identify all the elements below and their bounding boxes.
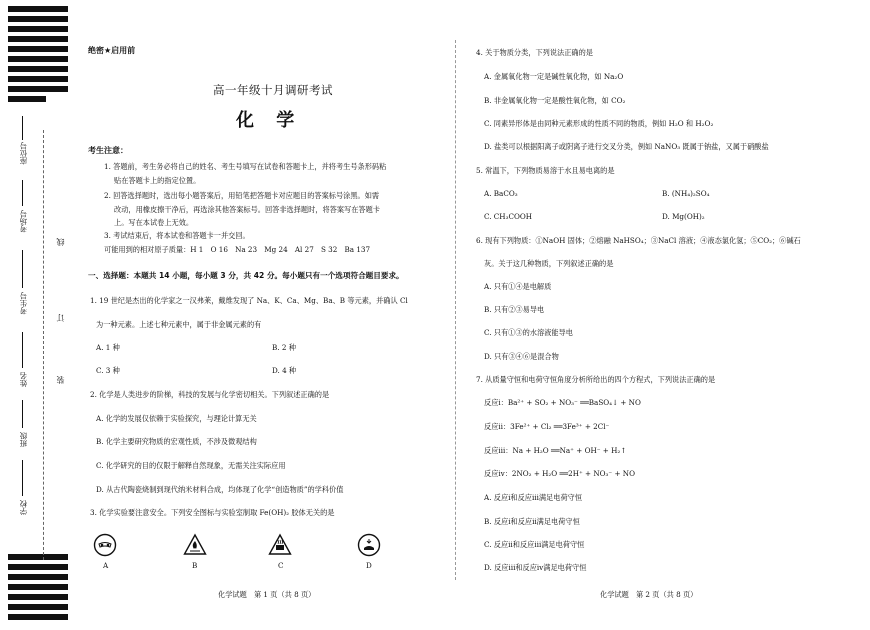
name-label: 姓名 — [19, 372, 28, 387]
q6-option-d: D. 只有③④⑥是混合物 — [484, 352, 559, 361]
q7-reaction-2: 反应ⅱ：3Fe²⁺ + Cl₂ ══3Fe³⁺ + 2Cl⁻ — [484, 422, 610, 431]
q2-stem: 2. 化学是人类进步的阶梯，科技的发展与化学密切相关。下列叙述正确的是 — [90, 390, 330, 399]
notice-line-5: 上。写在本试卷上无效。 — [114, 218, 194, 227]
q2-option-a: A. 化学的发展仅依赖于实验探究，与理论计算无关 — [96, 414, 257, 423]
q2-option-c: C. 化学研究的目的仅限于解释自然现象，无需关注实际应用 — [96, 461, 286, 470]
flammable-warning-icon — [183, 533, 207, 557]
seat-number-label: 座位号 — [19, 142, 28, 165]
q1-option-c: C. 3 种 — [96, 366, 120, 375]
q6-option-b: B. 只有②③易导电 — [484, 305, 545, 314]
q6-stem-2: 灰。关于这几种物质，下列叙述正确的是 — [484, 259, 614, 268]
seal-dashed-line — [43, 130, 45, 560]
q4-option-b: B. 非金属氧化物一定是酸性氧化物，如 CO₂ — [484, 96, 626, 105]
page-footer-1: 化学试题 第 1 页（共 8 页） — [218, 590, 316, 599]
q3-stem: 3. 化学实验要注意安全。下列安全图标与实验室制取 Fe(OH)₂ 胶体无关的是 — [90, 508, 335, 517]
q5-option-d: D. Mg(OH)₂ — [662, 212, 705, 221]
column-divider — [455, 40, 457, 580]
q5-option-a: A. BaCO₃ — [484, 189, 518, 198]
q6-option-c: C. 只有①③的水溶液能导电 — [484, 328, 573, 337]
class-label: 班级 — [19, 432, 28, 447]
q7-option-a: A. 反应ⅰ和反应ⅲ满足电荷守恒 — [484, 493, 583, 502]
q3-label-c: C — [278, 561, 284, 570]
q5-option-b: B. (NH₄)₂SO₄ — [662, 189, 710, 198]
notice-line-6: 3. 考试结束后，将本试卷和答题卡一并交回。 — [104, 231, 250, 240]
goggles-safety-icon — [93, 533, 117, 557]
confidential-mark: 绝密★启用前 — [88, 46, 136, 55]
q1-option-a: A. 1 种 — [96, 343, 120, 352]
q1-option-d: D. 4 种 — [272, 366, 297, 375]
q4-stem: 4. 关于物质分类，下列说法正确的是 — [476, 48, 593, 57]
subject-title: 化 学 — [236, 110, 303, 131]
q2-option-b: B. 化学主要研究物质的宏观性质，不涉及微观结构 — [96, 437, 257, 446]
candidate-number-label: 考生号 — [19, 292, 28, 315]
q7-option-d: D. 反应ⅲ和反应ⅳ满足电荷守恒 — [484, 563, 587, 572]
q5-stem: 5. 常温下，下列物质易溶于水且易电离的是 — [476, 166, 615, 175]
q1-stem-2: 为一种元素。上述七种元素中，属于非金属元素的有 — [96, 320, 262, 329]
q6-option-a: A. 只有①④是电解质 — [484, 282, 552, 291]
q3-label-a: A — [103, 561, 109, 570]
q2-option-d: D. 从古代陶瓷烧制到现代纳米材料合成，均体现了化学“创造物质”的学科价值 — [96, 485, 344, 494]
seal-char-line: 线 — [56, 238, 65, 246]
notice-line-3: 2. 回答选择题时，选出每小题答案后，用铅笔把答题卡对应题目的答案标号涂黑。如需 — [104, 191, 380, 200]
notice-line-2: 贴在答题卡上的指定位置。 — [114, 176, 201, 185]
q1-stem-1: 1. 19 世纪是杰出的化学家之一汉弗莱，戴维发现了 Na、K、Ca、Mg、Ba、B 等元素，并确认 Cl — [90, 296, 408, 305]
q4-option-a: A. 金属氧化物一定是碱性氧化物，如 Na₂O — [484, 72, 624, 81]
q7-reaction-3: 反应ⅲ：Na + H₂O ══Na⁺ + OH⁻ + H₂↑ — [484, 446, 627, 455]
q4-option-d: D. 盐类可以根据阳离子或阴离子进行交叉分类，例如 NaNO₃ 既属于钠盐，又属于硝酸盐 — [484, 142, 769, 151]
q1-option-b: B. 2 种 — [272, 343, 296, 352]
page-footer-2: 化学试题 第 2 页（共 8 页） — [600, 590, 698, 599]
seal-char-bind: 订 — [56, 314, 65, 322]
room-number-label: 考场号 — [19, 210, 28, 233]
q7-reaction-4: 反应ⅳ：2NO₂ + H₂O ══2H⁺ + NO₃⁻ + NO — [484, 469, 635, 478]
q7-option-b: B. 反应ⅰ和反应ⅱ满足电荷守恒 — [484, 517, 580, 526]
exam-title: 高一年级十月调研考试 — [213, 83, 333, 97]
section-heading: 一、选择题：本题共 14 小题，每小题 3 分，共 42 分。每小题只有一个选项符合题目要求。 — [88, 271, 404, 280]
seal-char-pack: 装 — [56, 376, 65, 384]
q3-label-d: D — [366, 561, 372, 570]
hand-wash-icon — [357, 533, 381, 557]
q4-option-c: C. 同素异形体是由同种元素形成的性质不同的物质，例如 H₂O 和 H₂O₂ — [484, 119, 714, 128]
notice-line-1: 1. 答题前，考生务必将自己的姓名、考生号填写在试卷和答题卡上，并将考生号条形码粘 — [104, 162, 387, 171]
notice-line-4: 改动，用橡皮擦干净后，再选涂其他答案标号。回答非选择题时，将答案写在答题卡 — [114, 205, 380, 214]
hot-surface-warning-icon — [268, 533, 292, 557]
q7-option-c: C. 反应ⅱ和反应ⅲ满足电荷守恒 — [484, 540, 585, 549]
q5-option-c: C. CH₃COOH — [484, 212, 533, 221]
notice-title: 考生注意： — [88, 146, 128, 155]
q3-label-b: B — [192, 561, 198, 570]
q6-stem-1: 6. 现有下列物质：①NaOH 固体；②熔融 NaHSO₄；③NaCl 溶液；④液态氯化氢；⑤CO₂；⑥碱石 — [476, 236, 801, 245]
school-label: 学校 — [19, 500, 28, 515]
q7-reaction-1: 反应ⅰ：Ba²⁺ + SO₂ + NO₃⁻ ══BaSO₄↓ + NO — [484, 398, 641, 407]
q7-stem: 7. 从质量守恒和电荷守恒角度分析所给出的四个方程式，下列说法正确的是 — [476, 375, 716, 384]
atomic-mass-line: 可能用到的相对原子质量：H 1 O 16 Na 23 Mg 24 Al 27 S 32 Ba 137 — [104, 245, 371, 254]
